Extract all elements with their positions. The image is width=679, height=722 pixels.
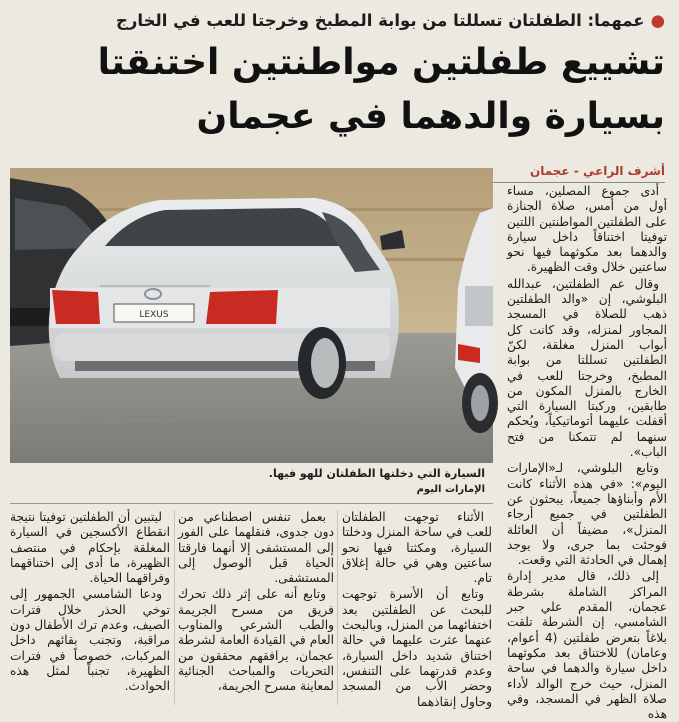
paragraph: الأثناء توجهت الطفلتان للعب في ساحة المنزل ودخلتا السيارة، ومكثتا فيها نحو ساعتين وهي في حالة إغلاق تام.: [342, 510, 492, 586]
caption-source: الإمارات اليوم: [416, 484, 485, 495]
paragraph: بعمل تنفس اصطناعي من دون جدوى، فنقلهما على الفور إلى المستشفى إلا أنهما فارقتا الحياة قبل الوصول إلى المستشفى.: [178, 510, 334, 586]
license-plate: LEXUS: [139, 310, 169, 320]
bullet-icon: ●: [650, 11, 665, 30]
paragraph: وقال عم الطفلتين، عبدالله البلوشي، إن «والد الطفلتين ذهب للصلاة في المسجد المجاور لمنزله، وقد كانت كل أبواب المنزل مغلقة، لكنّ الطفلتين تسللتا من بوابة المطبخ، وخرجتا للعب في الخارج بالمنزل المكون من طابقين، وركبتا السيارة التي أقفلت عليهما أتوماتيكياً، ويُحكم سنهما لم تتمكنا من فتح الباب».: [507, 276, 667, 460]
paragraph: ودعا الشامسي الجمهور إلى توخي الحذر خلال فترات الصيف، وعدم ترك الأطفال دون مراقبة، وتجنب بقائهم داخل المركبات، خصوصاً في فترات الظهيرة، تجنباً لمثل هذه الحوادث.: [10, 587, 170, 694]
caption-text: السيارة التي دخلتها الطفلتان للهو فيها.: [268, 467, 485, 480]
article-kicker: [25, 8, 665, 34]
paragraph: وتابع أن الأسرة توجهت للبحث عن الطفلتين بعد اختفائهما من المنزل، وبالبحث عنهما عثرت عليهما في حالة اختناق شديد داخل السيارة، وعدم قدرتهما على التنفس، وحضر الأب من المسجد وحاول إنقاذهما: [342, 587, 492, 709]
article-column-right: [507, 184, 667, 722]
paragraph: وتابع البلوشي، لـ«الإمارات اليوم»: «في هذه الأثناء كانت الأم وأبناؤها جميعاً، يبحثون عن الطفلتين في جميع أرجاء المنزل»، مضيفاً أن العائلة فوجئت بما جرى، ولا يوجد إهمال في الحادثة التي وقعت.: [507, 461, 667, 568]
article-photo: [10, 168, 493, 463]
paragraph: إلى ذلك، قال مدير إدارة المراكز الشاملة بشرطة عجمان، المقدم علي جبر الشامسي، إن الشرطة تلقت بلاغاً بتعرض طفلتين (4 أعوام، وعامان) للاختناق بعد مكوثهما داخل سيارة والدهما في ساحة المنزل، حيث خرج الوالد لأداء صلاة الظهر في المسجد، وفي هذه: [507, 569, 667, 722]
byline: أشرف الراعي - عجمان: [15, 163, 665, 183]
column-divider: [174, 510, 175, 705]
paragraph: ليتبين أن الطفلتين توفيتا نتيجة انقطاع الأكسجين في السيارة المغلقة بإحكام في منتصف الظهيرة، ما أدى إلى اختناقهما وفراقهما الحياة.: [10, 510, 170, 586]
article-column-bottom-2: [178, 510, 334, 710]
kicker-text: عمهما: الطفلتان تسللتا من بوابة المطبخ وخرجتا للعب في الخارج: [116, 11, 645, 30]
photo-caption: [10, 463, 493, 504]
article-column-bottom-1: [342, 510, 492, 710]
article-headline: تشييع طفلتين مواطنتين اختنقتا بسيارة والدهما في عجمان: [97, 42, 665, 137]
paragraph: أدى جموع المصلين، مساء أول من أمس، صلاة الجنازة على الطفلتين المواطنتين اللتين توفيتا اختناقاً داخل سيارة والدهما بعد مكوثهما فيها نحو ساعتين خلال وقت الظهيرة.: [507, 184, 667, 275]
paragraph: وتابع أنه على إثر ذلك تحرك فريق من مسرح الجريمة والطب الشرعي والمناوب العام في القيادة العامة لشرطة عجمان، يرافقهم محققون من التحريات والمباحث الجنائية لمعاينة مسرح الجريمة،: [178, 587, 334, 694]
column-divider: [337, 510, 338, 705]
article-column-bottom-3: [10, 510, 170, 710]
